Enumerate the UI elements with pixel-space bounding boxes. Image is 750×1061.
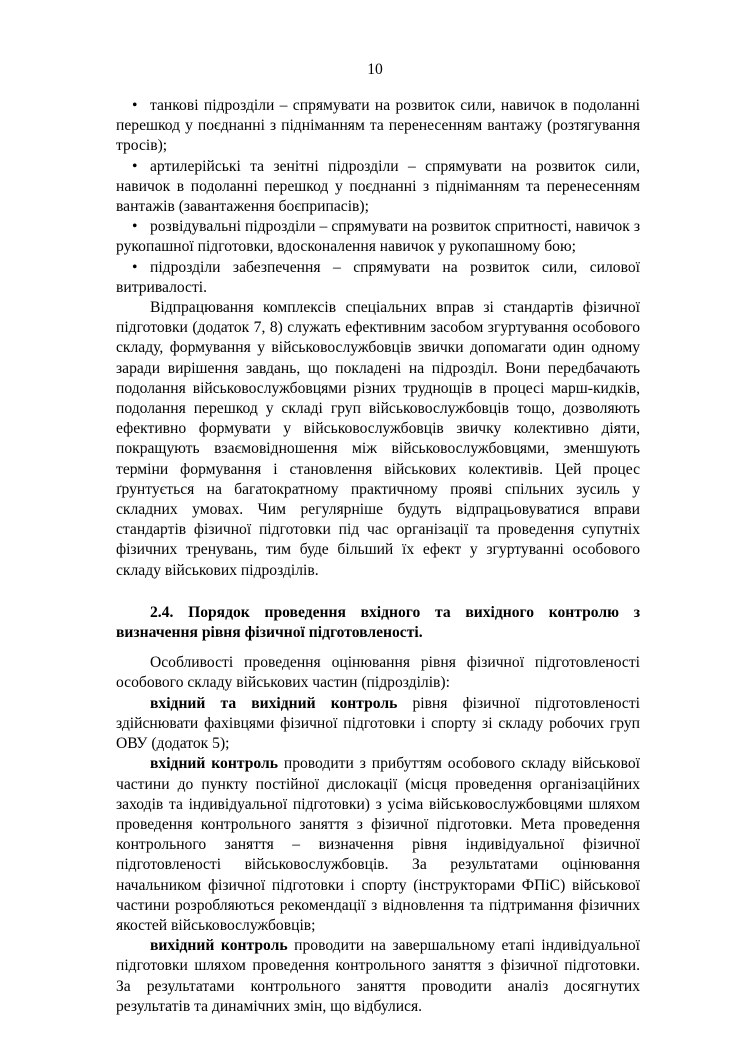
item-text: проводити з прибуттям особового складу військової частини до пункту постійної дислокації (місця проведення організаційних заходів та індивідуальної підготовки) з усіма військовослужбовцями шляхом проведення контрольного заняття з фізичної підготовки. Мета проведення контрольного заняття – визначення рівня індивідуальної фізичної підготовленості військовослужбовців. За результатами оцінювання начальником фізичної підготовки і спорту (інструкторами ФПіС) військової частини розробляються рекомендації з відновлення та підтримання фізичних якостей військовослужбовців; [116, 755, 640, 934]
bullet-item-support-units [116, 258, 640, 298]
bullet-text: артилерійські та зенітні підрозділи – спрямувати на розвиток сили, навичок в подоланні перешкод у поєднанні з підніманням та перенесенням вантажів (завантаження боєприпасів); [116, 157, 640, 216]
item-text: проводити на завершальному етапі індивідуальної підготовки шляхом проведення контрольного заняття з фізичної підготовки. За результатами контрольного заняття проводити аналіз досягнутих результатів та динамічних змін, що відбулися. [116, 937, 640, 1015]
bullet-icon: • [132, 258, 138, 276]
item-bold-term: вхідний контроль [150, 755, 278, 773]
document-body [116, 96, 640, 1017]
page-number: 10 [367, 61, 383, 78]
bullet-icon: • [132, 218, 138, 236]
bullet-text: розвідувальні підрозділи – спрямувати на розвиток спритності, навичок з рукопашної підготовки, вдосконалення навичок у рукопашному бою; [116, 218, 640, 256]
item-entry-exit-control [116, 694, 640, 755]
item-bold-term: вхідний та вихідний контроль [150, 694, 398, 712]
bullet-text: підрозділи забезпечення – спрямувати на розвиток сили, силової витривалості. [116, 258, 640, 296]
bullet-icon: • [132, 97, 138, 114]
bullet-icon: • [132, 157, 138, 175]
bullet-item-artillery-units [116, 157, 640, 218]
item-exit-control [116, 936, 640, 1017]
bullet-item-recon-units [116, 217, 640, 257]
section-heading: 2.4. Порядок проведення вхідного та вихідного контролю з визначення рівня фізичної підготовленості. [116, 603, 640, 642]
bullet-item-tank-units [116, 96, 640, 157]
item-text: рівня фізичної підготовленості здійснювати фахівцями фізичної підготовки і спорту зі складу робочих груп ОВУ (додаток 5); [116, 694, 640, 753]
paragraph-exercises: Відпрацювання комплексів спеціальних вправ зі стандартів фізичної підготовки (додаток 7, 8) служать ефективним засобом згуртування особового складу, формування у військовослужбовців звички допомагати один одному заради вирішення завдань, що покладені на підрозділ. Вони передбачають подолання військовослужбовцями різних труднощів в процесі марш-кидків, подолання перешкод у складі груп військовослужбовців тощо, дозволяють ефективно формувати у військовослужбовців звичку колективно діяти, покращують взаємовідношення між військовослужбовцями, зменшують терміни формування і становлення військових колективів. Цей процес ґрунтується на багатократному практичному прояві спільних зусиль у складних умовах. Чим регулярніше будуть відпрацьовуватися вправи стандартів фізичної підготовки під час організації та проведення супутніх фізичних тренувань, тим буде більший їх ефект у згуртуванні особового складу військових підрозділів. [116, 299, 640, 579]
item-bold-term: вихідний контроль [150, 937, 288, 955]
item-entry-control [116, 754, 640, 936]
bullet-text: танкові підрозділи – спрямувати на розвиток сили, навичок в подоланні перешкод у поєднанні з підніманням та перенесенням вантажу (розтягування тросів); [116, 97, 640, 155]
paragraph-assessment-features: Особливості проведення оцінювання рівня фізичної підготовленості особового складу військових частин (підрозділів): [116, 654, 640, 692]
